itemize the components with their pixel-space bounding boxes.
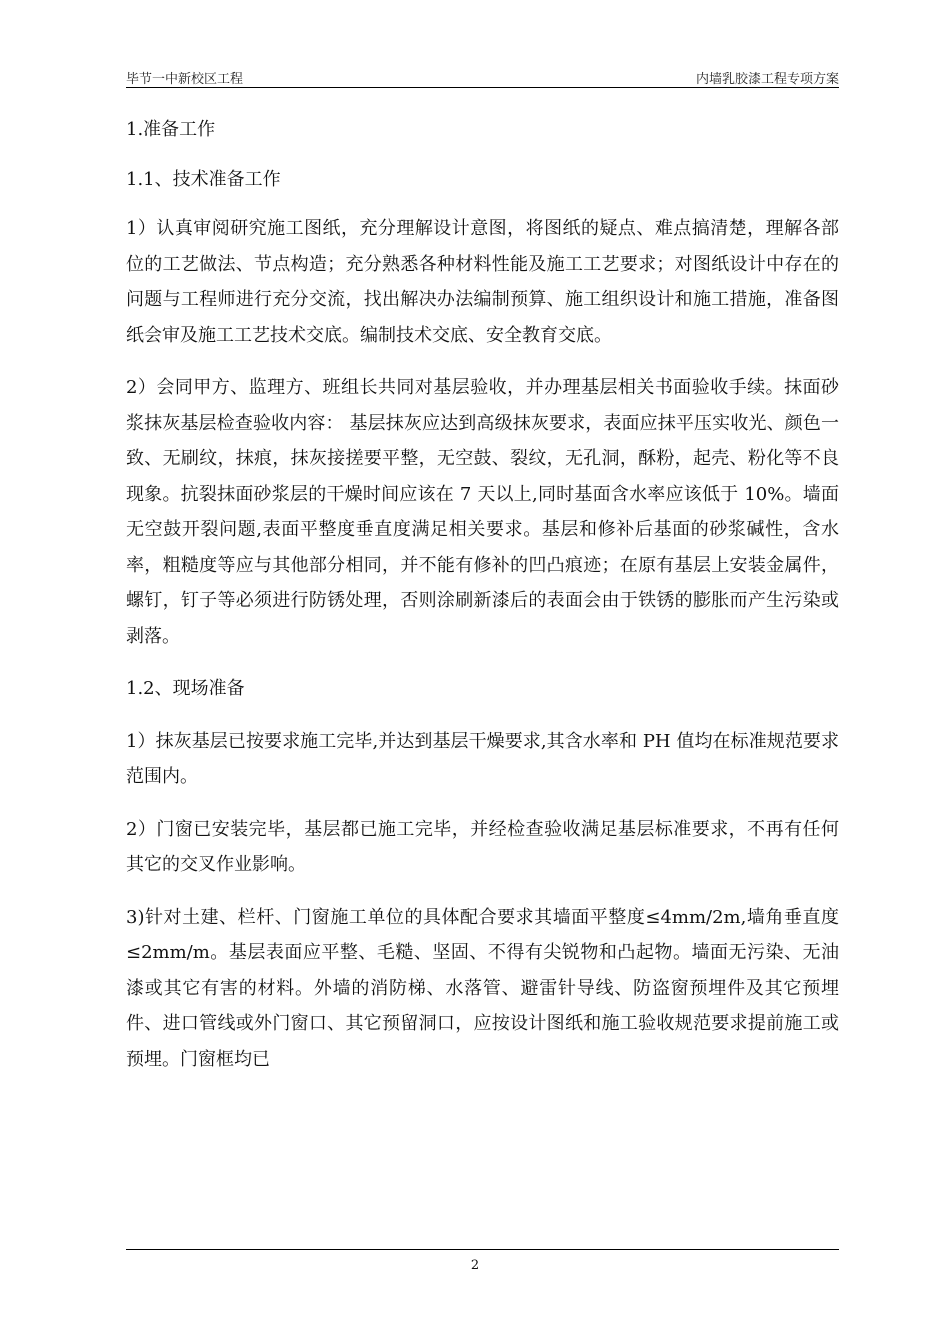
page-number: 2	[470, 1258, 480, 1273]
footer-divider	[126, 1249, 839, 1250]
header-divider	[126, 87, 839, 88]
header-document-title: 内墙乳胶漆工程专项方案	[695, 72, 839, 87]
subsection-heading-technical-prep: 1.1、技术准备工作	[126, 169, 281, 190]
section-heading: 1.准备工作	[126, 119, 216, 140]
paragraph-site-item-2: 2）门窗已安装完毕，基层都已施工完毕，并经检查验收满足基层标准要求，不再有任何其它的交叉作业影响。	[126, 818, 839, 875]
paragraph-item-2: 2）会同甲方、监理方、班组长共同对基层验收，并办理基层相关书面验收手续。抹面砂浆抹灰基层检查验收内容： 基层抹灰应达到高级抹灰要求，表面应抹平压实收光、颜色一致、无刷纹，抹痕，抹灰接搓要平整，无空鼓、裂纹，无孔洞，酥粉，起壳、粉化等不良现象。抗裂抹面砂浆层的干燥时间应该在 7 天以上,同时基面含水率应该低于 10%。墙面无空鼓开裂问题,表面平整度垂直度满足相关要求。基层和修补后基面的砂浆碱性，含水率，粗糙度等应与其他部分相同，并不能有修补的凹凸痕迹；在原有基层上安装金属件，螺钉，钉子等必须进行防锈处理，否则涂刷新漆后的表面会由于铁锈的膨胀而产生污染或剥落。	[126, 377, 839, 647]
paragraph-site-item-3: 3)针对土建、栏杆、门窗施工单位的具体配合要求其墙面平整度≤4mm/2m,墙角垂直度≤2mm/m。基层表面应平整、毛糙、坚固、不得有尖锐物和凸起物。墙面无污染、无油漆或其它有害的材料。外墙的消防梯、水落管、避雷针导线、防盗窗预埋件及其它预埋件、进口管线或外门窗口、其它预留洞口，应按设计图纸和施工验收规范要求提前施工或预埋。门窗框均已	[126, 906, 839, 1070]
paragraph-site-item-1: 1）抹灰基层已按要求施工完毕,并达到基层干燥要求,其含水率和 PH 值均在标准规范要求范围内。	[126, 730, 839, 787]
header-project-name: 毕节一中新校区工程	[126, 72, 244, 87]
document-body	[126, 108, 839, 1077]
subsection-heading-site-prep: 1.2、现场准备	[126, 678, 245, 699]
paragraph-item-1: 1）认真审阅研究施工图纸，充分理解设计意图，将图纸的疑点、难点搞清楚，理解各部位的工艺做法、节点构造；充分熟悉各种材料性能及施工工艺要求；对图纸设计中存在的问题与工程师进行充分交流，找出解决办法编制预算、施工组织设计和施工措施，准备图纸会审及施工工艺技术交底。编制技术交底、安全教育交底。	[126, 218, 839, 346]
